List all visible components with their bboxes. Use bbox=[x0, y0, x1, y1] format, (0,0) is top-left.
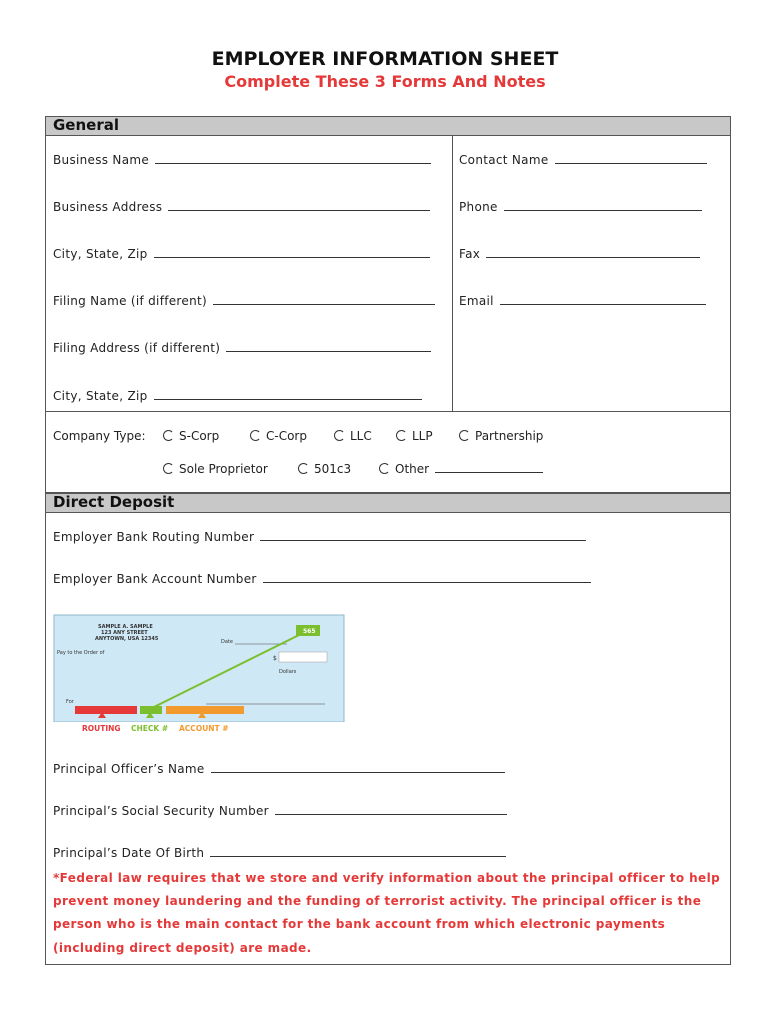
option-label: 501c3 bbox=[314, 462, 352, 476]
officer-name-field[interactable] bbox=[53, 762, 505, 776]
routing-number-field[interactable] bbox=[53, 530, 586, 544]
radio-icon[interactable] bbox=[334, 430, 345, 441]
check-for-label: For bbox=[66, 699, 74, 705]
llp-option[interactable] bbox=[396, 429, 433, 443]
check-number-caption: CHECK # bbox=[131, 724, 169, 733]
radio-icon[interactable] bbox=[163, 430, 174, 441]
option-label: Other bbox=[395, 462, 430, 476]
general-company-type-divider bbox=[45, 411, 731, 412]
option-label: C-Corp bbox=[266, 429, 307, 443]
c-corp-option[interactable] bbox=[250, 429, 307, 443]
s-corp-option[interactable] bbox=[163, 429, 219, 443]
account-number-field[interactable] bbox=[53, 572, 591, 586]
radio-icon[interactable] bbox=[163, 463, 174, 474]
deposit-heading-text: Direct Deposit bbox=[53, 493, 175, 511]
filing-address-field[interactable] bbox=[53, 341, 431, 355]
fill-line[interactable] bbox=[213, 294, 435, 305]
officer-ssn-field[interactable] bbox=[53, 804, 507, 818]
radio-icon[interactable] bbox=[298, 463, 309, 474]
option-label: LLP bbox=[412, 429, 433, 443]
field-label: Filing Name (if different) bbox=[53, 294, 207, 308]
field-label: Employer Bank Routing Number bbox=[53, 530, 255, 544]
federal-law-note-line: (including direct deposit) are made. bbox=[53, 941, 312, 955]
fill-line[interactable] bbox=[168, 200, 430, 211]
field-label: Phone bbox=[459, 200, 498, 214]
federal-law-note-line: prevent money laundering and the funding of terrorist activity. The principal officer is the bbox=[53, 894, 702, 908]
sample-check-image bbox=[53, 614, 345, 722]
check-pay-label: Pay to the Order of bbox=[57, 650, 105, 656]
field-label: Business Name bbox=[53, 153, 150, 167]
field-label: Filing Address (if different) bbox=[53, 341, 221, 355]
business-address-field[interactable] bbox=[53, 200, 430, 214]
radio-icon[interactable] bbox=[379, 463, 390, 474]
field-label: Fax bbox=[459, 247, 481, 261]
option-label: Sole Proprietor bbox=[179, 462, 268, 476]
field-label: Email bbox=[459, 294, 494, 308]
email-field[interactable] bbox=[459, 294, 706, 308]
fill-line[interactable] bbox=[154, 389, 422, 400]
field-label: Contact Name bbox=[459, 153, 549, 167]
fill-line[interactable] bbox=[211, 762, 505, 773]
account-number-caption: ACCOUNT # bbox=[179, 724, 229, 733]
radio-icon[interactable] bbox=[459, 430, 470, 441]
federal-law-note-line: person who is the main contact for the bank account from which electronic payments bbox=[53, 917, 666, 931]
fill-line[interactable] bbox=[275, 804, 507, 815]
fax-field[interactable] bbox=[459, 247, 700, 261]
routing-caption: ROUTING bbox=[82, 724, 121, 733]
check-owner-name: SAMPLE A. SAMPLE bbox=[98, 624, 153, 630]
micr-account-block bbox=[166, 706, 244, 714]
fill-line[interactable] bbox=[226, 341, 431, 352]
filing-city-state-zip-field[interactable] bbox=[53, 389, 422, 403]
fill-line[interactable] bbox=[555, 153, 707, 164]
partnership-option[interactable] bbox=[459, 429, 543, 443]
check-date-label: Date bbox=[221, 639, 233, 645]
check-number: 565 bbox=[303, 628, 316, 635]
phone-field[interactable] bbox=[459, 200, 702, 214]
501c3-option[interactable] bbox=[298, 462, 351, 476]
fill-line[interactable] bbox=[263, 572, 591, 583]
page-title: EMPLOYER INFORMATION SHEET bbox=[211, 48, 559, 70]
field-label: Principal Officer’s Name bbox=[53, 762, 205, 776]
page-subtitle: Complete These 3 Forms And Notes bbox=[224, 72, 546, 91]
general-column-divider bbox=[452, 135, 453, 412]
general-heading-text: General bbox=[53, 116, 119, 134]
general-section-box bbox=[45, 135, 731, 493]
city-state-zip-field[interactable] bbox=[53, 247, 430, 261]
fill-line[interactable] bbox=[500, 294, 706, 305]
contact-name-field[interactable] bbox=[459, 153, 707, 167]
business-name-field[interactable] bbox=[53, 153, 431, 167]
federal-law-note-line: *Federal law requires that we store and verify information about the principal officer to help bbox=[53, 871, 721, 885]
radio-icon[interactable] bbox=[250, 430, 261, 441]
general-section-heading bbox=[45, 116, 731, 136]
check-amount-box bbox=[279, 652, 327, 662]
fill-line[interactable] bbox=[154, 247, 430, 258]
check-dollar-sign: $ bbox=[273, 655, 277, 662]
micr-check-block bbox=[140, 706, 162, 714]
fill-line[interactable] bbox=[260, 530, 586, 541]
deposit-section-heading bbox=[45, 493, 731, 513]
field-label: Principal’s Social Security Number bbox=[53, 804, 269, 818]
fill-line[interactable] bbox=[504, 200, 702, 211]
fill-line[interactable] bbox=[210, 846, 506, 857]
field-label: Principal’s Date Of Birth bbox=[53, 846, 205, 860]
field-label: City, State, Zip bbox=[53, 389, 148, 403]
fill-line[interactable] bbox=[486, 247, 700, 258]
filing-name-field[interactable] bbox=[53, 294, 435, 308]
micr-routing-block bbox=[75, 706, 137, 714]
fill-line[interactable] bbox=[155, 153, 431, 164]
fill-line[interactable] bbox=[435, 462, 543, 473]
option-label: LLC bbox=[350, 429, 372, 443]
sole-proprietor-option[interactable] bbox=[163, 462, 268, 476]
officer-dob-field[interactable] bbox=[53, 846, 506, 860]
llc-option[interactable] bbox=[334, 429, 372, 443]
field-label: Business Address bbox=[53, 200, 163, 214]
radio-icon[interactable] bbox=[396, 430, 407, 441]
check-dollars-label: Dollars bbox=[279, 669, 297, 675]
field-label: Employer Bank Account Number bbox=[53, 572, 257, 586]
option-label: S-Corp bbox=[179, 429, 220, 443]
other-option[interactable] bbox=[379, 462, 543, 476]
option-label: Partnership bbox=[475, 429, 544, 443]
field-label: City, State, Zip bbox=[53, 247, 148, 261]
check-owner-city: ANYTOWN, USA 12345 bbox=[95, 636, 159, 642]
check-owner-street: 123 ANY STREET bbox=[101, 630, 148, 636]
company-type-label: Company Type: bbox=[53, 429, 146, 443]
